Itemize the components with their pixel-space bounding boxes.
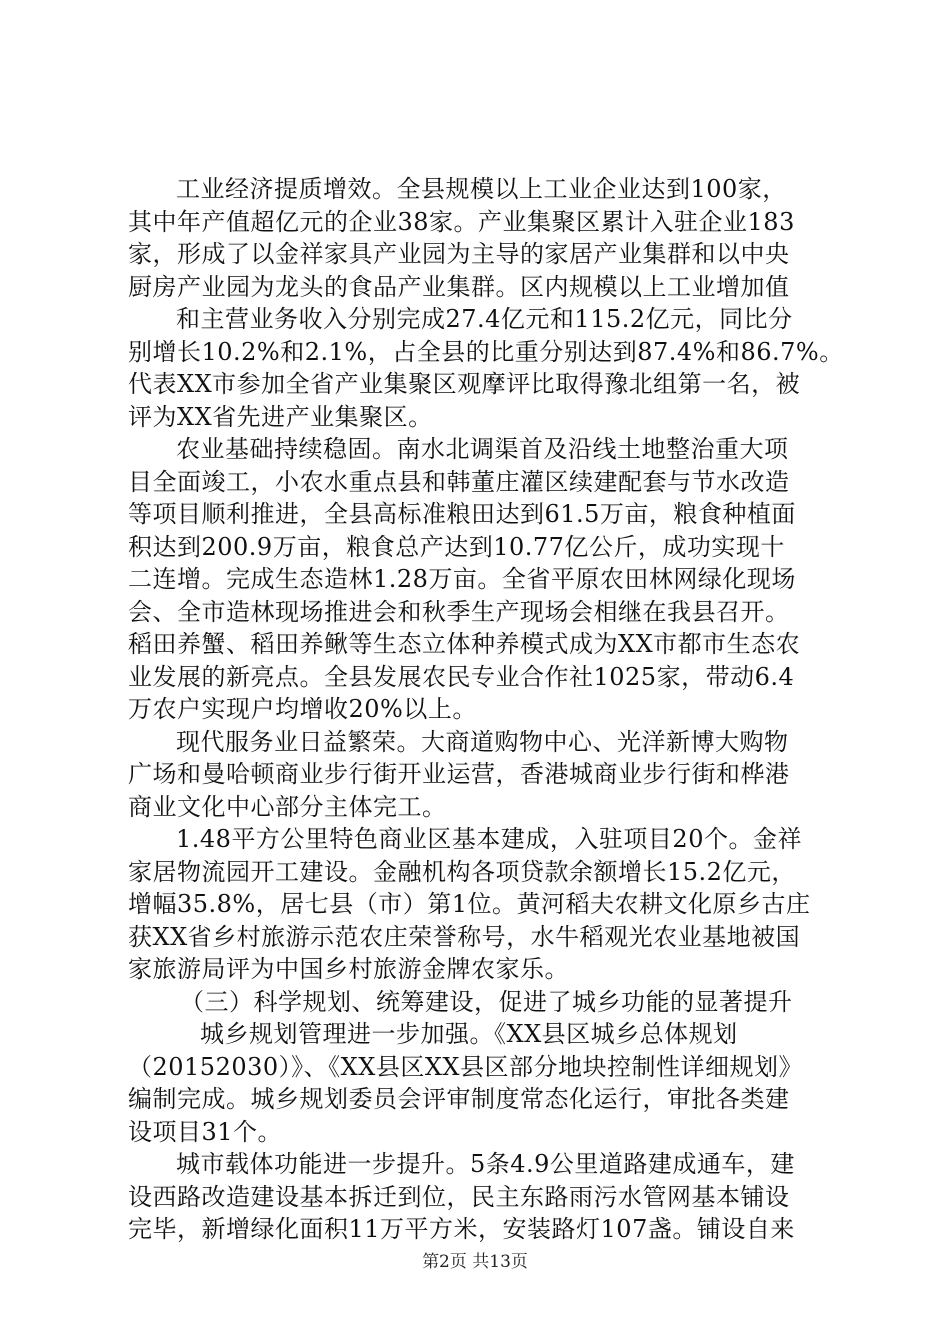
text-line: 完毕，新增绿化面积11万平方米，安装路灯107盏。铺设自来 <box>128 1215 795 1243</box>
section-heading: （三）科学规划、统筹建设，促进了城乡功能的显著提升 <box>180 988 793 1016</box>
text-line: 城市载体功能进一步提升。5条4.9公里道路建成通车，建 <box>176 1150 795 1178</box>
text-line: 家旅游局评为中国乡村旅游金牌农家乐。 <box>128 955 569 983</box>
text-line: 工业经济提质增效。全县规模以上工业企业达到100家， <box>176 175 787 203</box>
text-line: 厨房产业园为龙头的食品产业集群。区内规模以上工业增加值 <box>128 273 790 301</box>
text-line: 设项目31个。 <box>128 1118 283 1146</box>
text-line: 现代服务业日益繁荣。大商道购物中心、光洋新博大购物 <box>176 728 789 756</box>
text-line: 代表XX市参加全省产业集聚区观摩评比取得豫北组第一名，被 <box>128 370 801 398</box>
text-line: 会、全市造林现场推进会和秋季生产现场会相继在我县召开。 <box>128 598 790 626</box>
text-line: 城乡规划管理进一步加强。《XX县区城乡总体规划 <box>200 1020 738 1048</box>
text-line: （20152030）》、《XX县区XX县区部分地块控制性详细规划》 <box>128 1053 803 1081</box>
text-line: 1.48平方公里特色商业区基本建成，入驻项目20个。金祥 <box>176 825 802 853</box>
text-line: 家居物流园开工建设。金融机构各项贷款余额增长15.2亿元， <box>128 858 796 886</box>
text-line: 二连增。完成生态造林1.28万亩。全省平原农田林网绿化现场 <box>128 565 796 593</box>
text-line: 家，形成了以金祥家具产业园为主导的家居产业集群和以中央 <box>128 240 790 268</box>
page-number: 第2页 共13页 <box>422 1252 528 1272</box>
text-line: 等项目顺利推进，全县高标准粮田达到61.5万亩，粮食种植面 <box>128 500 796 528</box>
text-line: 设西路改造建设基本拆迁到位，民主东路雨污水管网基本铺设 <box>128 1183 790 1211</box>
text-line: 其中年产值超亿元的企业38家。产业集聚区累计入驻企业183 <box>128 208 795 236</box>
text-line: 和主营业务收入分别完成27.4亿元和115.2亿元，同比分 <box>176 305 793 333</box>
text-line: 万农户实现户均增收20%以上。 <box>128 695 477 723</box>
text-line: 商业文化中心部分主体完工。 <box>128 793 447 821</box>
text-line: 编制完成。城乡规划委员会评审制度常态化运行，审批各类建 <box>128 1085 790 1113</box>
text-line: 评为XX省先进产业集聚区。 <box>128 403 433 431</box>
text-line: 农业基础持续稳固。南水北调渠首及沿线土地整治重大项 <box>176 435 789 463</box>
text-line: 目全面竣工，小农水重点县和韩董庄灌区续建配套与节水改造 <box>128 468 790 496</box>
text-line: 广场和曼哈顿商业步行街开业运营，香港城商业步行街和桦港 <box>128 760 790 788</box>
text-line: 业发展的新亮点。全县发展农民专业合作社1025家，带动6.4 <box>128 663 795 691</box>
text-line: 别增长10.2%和2.1%，占全县的比重分别达到87.4%和86.7%。 <box>128 338 844 366</box>
text-line: 增幅35.8%，居七县（市）第1位。黄河稻夫农耕文化原乡古庄 <box>128 890 811 918</box>
text-line: 稻田养蟹、稻田养鳅等生态立体种养模式成为XX市都市生态农 <box>128 630 801 658</box>
text-line: 积达到200.9万亩，粮食总产达到10.77亿公斤，成功实现十 <box>128 533 785 561</box>
text-line: 获XX省乡村旅游示范农庄荣誉称号，水牛稻观光农业基地被国 <box>128 923 801 951</box>
